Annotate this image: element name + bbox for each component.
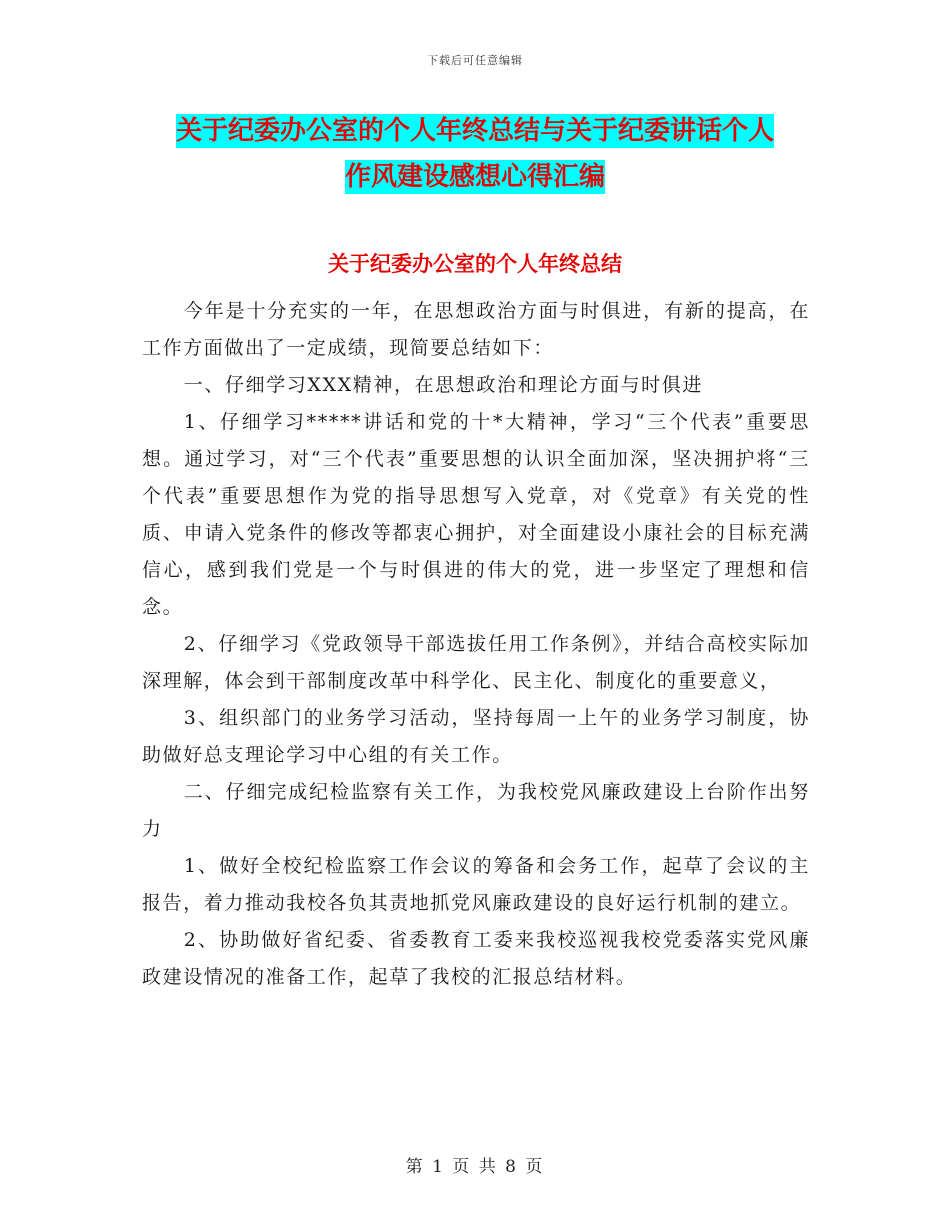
title-line-2: 作风建设感想心得汇编 bbox=[344, 162, 605, 192]
paragraph: 3、组织部门的业务学习活动，坚持每周一上午的业务学习制度，协助做好总支理论学习中心组的有关工作。 bbox=[142, 707, 810, 766]
document-title bbox=[0, 108, 950, 200]
paragraph: 今年是十分充实的一年，在思想政治方面与时俱进，有新的提高，在工作方面做出了一定成绩，现简要总结如下： bbox=[142, 300, 810, 359]
paragraph: 二、仔细完成纪检监察有关工作，为我校党风廉政建设上台阶作出努力 bbox=[142, 781, 810, 840]
page-footer: 第 1 页 共 8 页 bbox=[405, 1157, 545, 1177]
paragraph: 1、做好全校纪检监察工作会议的筹备和会务工作，起草了会议的主报告，着力推动我校各负其责地抓党风廉政建设的良好运行机制的建立。 bbox=[142, 855, 810, 914]
section-title: 关于纪委办公室的个人年终总结 bbox=[328, 252, 622, 276]
title-line-1: 关于纪委办公室的个人年终总结与关于纪委讲话个人 bbox=[175, 116, 774, 146]
paragraph: 1、仔细学习*****讲话和党的十*大精神，学习“三个代表”重要思想。通过学习，对“三个代表”重要思想的认识全面加深，坚决拥护将“三个代表”重要思想作为党的指导思想写入党章，对《党章》有关党的性质、申请入党条件的修改等都衷心拥护，对全面建设小康社会的目标充满信心，感到我们党是一个与时俱进的伟大的党，进一步坚定了理想和信念。 bbox=[142, 411, 810, 618]
paragraph: 2、协助做好省纪委、省委教育工委来我校巡视我校党委落实党风廉政建设情况的准备工作，起草了我校的汇报总结材料。 bbox=[142, 929, 810, 988]
page-header-note: 下载后可任意编辑 bbox=[427, 54, 523, 67]
paragraph: 一、仔细学习XXX精神，在思想政治和理论方面与时俱进 bbox=[183, 374, 703, 396]
paragraph: 2、仔细学习《党政领导干部选拔任用工作条例》，并结合高校实际加深理解，体会到干部制度改革中科学化、民主化、制度化的重要意义， bbox=[142, 633, 810, 692]
document-body bbox=[142, 293, 810, 996]
